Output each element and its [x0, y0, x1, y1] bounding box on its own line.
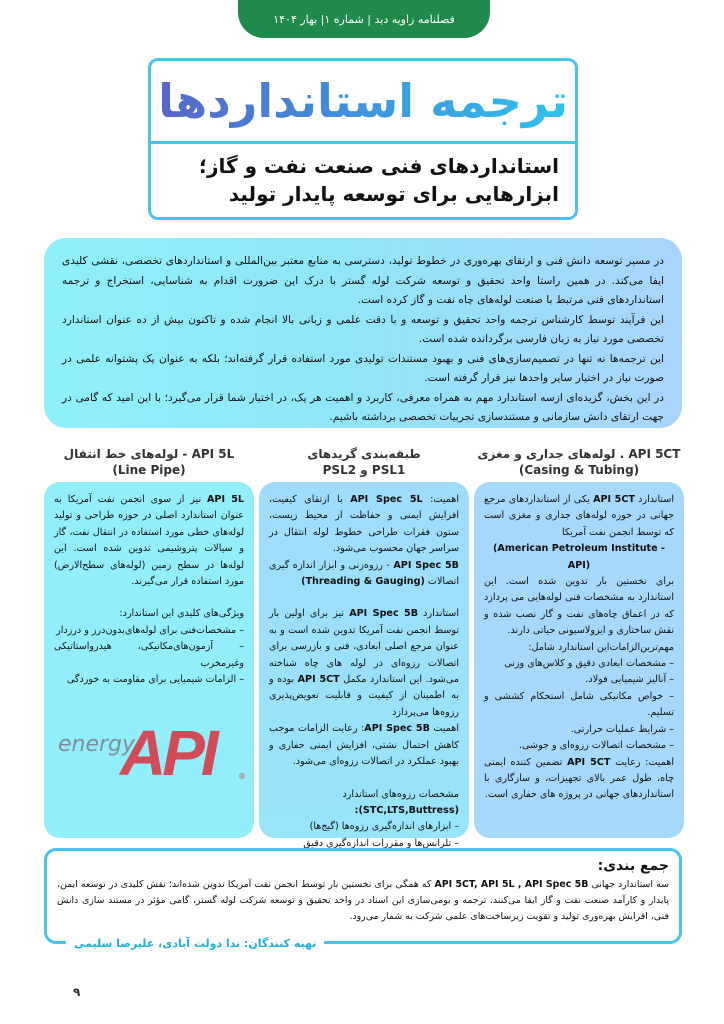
text: برای نخستین بار تدوین شده است. این استاندارد به مشخصات فنی لوله‌هایی می پردازد که در اعماق چاه‌های نفت و گاز نصب شده و نقش ساختاری و ایزولاسیونی حیاتی دارند.	[484, 576, 674, 637]
organization-name: (American Petroleum Institute - API)	[493, 543, 665, 571]
spacer	[269, 590, 459, 606]
importance-paragraph	[484, 755, 674, 804]
text: : رعایت الزامات موجب کاهش احتمال نشتی، افزایش ایمنی حفاری و بهبود عملکرد در اتصالات رزوه‌ای می‌شود.	[269, 723, 459, 768]
standard-code: API 5L	[207, 494, 244, 505]
standard-code: API 5CT	[593, 494, 635, 505]
feature-item: – آزمون‌های‌مکانیکی، هیدرواستاتیکی وغیرمخرب	[54, 641, 244, 669]
requirements-title: مهم‌ترین‌الزامات‌این استاندارد شامل:	[528, 641, 674, 653]
intro-paragraph: این ترجمه‌ها نه تنها در تصمیم‌سازی‌های فنی و بهبود مستندات تولیدی مورد استفاده قرار گرفته‌اند؛ بلکه به عنوان یک پشتوانه علمی در صورت نیاز در اختیار سایر واحدها نیز قرار گرفته است.	[62, 352, 664, 384]
column-title-line: (Line Pipe)	[112, 463, 186, 477]
summary-title: جمع بندی:	[597, 858, 669, 874]
text: نیز از سوی انجمن نفت آمریکا به عنوان استاندارد اصلی در حوزه طراحی و تولید لوله‌های خطی مورد استفاده در انتقال نفت، گاز و سیالات پتروشیمی تدوین شده است. این لوله‌ها در سطح زمین (لوله‌های سطح‌الارض) مورد استفاده قرار می‌گیرند.	[54, 494, 244, 588]
card-paragraph	[269, 492, 459, 558]
feature-item: – مشخصات‌فنی برای لوله‌های‌بدون‌درز و درزدار	[56, 624, 244, 636]
page-number: ۹	[73, 985, 81, 999]
card-paragraph	[54, 492, 244, 590]
spec-item: – ابزارهای اندازه‌گیری رزوه‌ها (گیج‌ها)	[309, 821, 459, 833]
api-energy-logo	[52, 717, 248, 790]
text: اهمیت	[429, 723, 460, 735]
summary-box	[44, 848, 682, 944]
column-card-psl	[259, 482, 469, 849]
column-title-api-5l	[44, 446, 254, 478]
text: استاندارد	[418, 608, 459, 620]
magazine-issue-label: فصلنامه زاویه دید | شماره ۱| بهار ۱۴۰۴	[273, 12, 455, 26]
spacer	[54, 590, 244, 606]
column-title-line: API 5L - لوله‌های خط انتقال	[63, 447, 235, 461]
feature-item: – الزامات شیمیایی برای مقاومت به خوردگی	[66, 674, 244, 686]
card-paragraph	[269, 558, 459, 591]
text: اهمیت: رعایت	[610, 756, 674, 768]
intro-paragraph: این فرآیند توسط کارشناس ترجمه واحد تحقیق و توسعه و با دقت علمی و زبانی بالا انجام شده و تاکنون بیش از ده عنوان استاندارد تخصصی مورد نیاز به زبان فارسی برگردانده شده است.	[62, 313, 664, 345]
spec-title: مشخصات رزوه‌های استاندارد	[342, 788, 459, 800]
standard-code: API 5CT	[297, 674, 340, 686]
intro-box	[44, 238, 682, 428]
magazine-header-tab	[238, 0, 490, 38]
column-title-api-5ct	[474, 446, 684, 478]
subtitle-line-1: استانداردهای فنی صنعت نفت و گاز؛	[198, 154, 559, 178]
column-title-psl	[259, 446, 469, 478]
card-paragraph	[269, 606, 459, 721]
intro-paragraph: در مسیر توسعه دانش فنی و ارتقای بهره‌وری در خطوط تولید، دسترسی به منابع معتبر بین‌المللی و استانداردهای تخصصی، نقشی کلیدی ایفا می‌کند. در همین راستا واحد تحقیق و توسعه شرکت لوله گستر با درک این ضرورت اقدام به شناسایی، استخراج و ترجمه استانداردهای فنی مرتبط با صنعت لوله‌های چاه نفت و گاز کرده است.	[62, 255, 664, 306]
requirement-item: – مشخصات اتصالات رزوه‌ای و جوشی.	[519, 740, 674, 752]
standard-code: API 5CT	[567, 756, 611, 768]
spec-english: (STC,LTS,Buttress):	[354, 804, 459, 816]
text: اهمیت:	[422, 494, 459, 505]
intro-paragraph: در این بخش، گزیده‌ای ازسه استاندارد مهم به همراه معرفی، کاربرد و اهمیت هر یک، در اختیار شما قرار می‌گیرد؛ با این امید که گامی در جهت ارتقای دانش سازمانی و مستندسازی تجربیات تخصصی برداشته باشیم.	[62, 391, 664, 423]
column-title-line: (Casing & Tubing)	[518, 463, 640, 477]
text: نیز برای اولین بار توسط انجمن نفت آمریکا تدوین شده است و به عنوان مرجع اصلی ابعادی، فنی و بازرسی برای اتصالات رزوه‌ای در لوله های چاه شناخته می‌شود. این استاندارد مکمل	[269, 608, 459, 686]
standard-codes: API 5CT, API 5L , API Spec 5B	[434, 879, 589, 890]
spec-item: – تلرانس‌ها و مقررات اندازه‌گیری دقیق	[303, 837, 459, 849]
english-term: (Threading & Gauging)	[301, 576, 425, 588]
column-card-api-5ct	[474, 482, 684, 838]
subtitle-line-2: ابزارهایی برای توسعه پایدار تولید	[228, 182, 559, 206]
page-title: ترجمه استانداردها	[151, 61, 575, 141]
card-paragraph	[269, 721, 459, 770]
text: با ارتقای کیفیت، افزایش ایمنی و حفاظت از محیط زیست، ستون فقرات طراحی خطوط لوله انتقال در سراسر جهان محسوب می‌شود.	[269, 494, 459, 555]
standard-code: API Spec 5L	[350, 494, 423, 505]
card-paragraph	[484, 492, 674, 640]
page-subtitle	[151, 144, 575, 208]
column-title-line: طبقه‌بندی گریدهای	[307, 447, 421, 461]
requirement-item: – آنالیز شیمیایی فولاد.	[585, 674, 674, 686]
text: یکی از استانداردهای مرجع جهانی در حوزه لوله‌های جداری و مغزی است که توسط انجمن نفت آمریکا	[484, 494, 674, 538]
features-title: ویژگی‌های کلیدی این استاندارد:	[119, 608, 244, 620]
requirement-item: – شرایط عملیات حرارتی.	[570, 723, 674, 735]
column-title-line: API 5CT . لوله‌های جداری و مغزی	[477, 447, 681, 461]
standard-code: API Spec 5B	[393, 559, 459, 571]
spacer	[269, 771, 459, 787]
text: که همگی برای نخستین بار توسط انجمن نفت آمریکا تدوین شده‌اند؛ نقش کلیدی در توسعه ایمن، پایدار و کارآمد صنعت نفت و گاز ایفا می‌کنند. ترجمه و بومی‌سازی این اسناد در واحد تحقیق و توسعه شرکت لوله گستر، گامی مؤثر در مستند سازی دانش فنی، افزایش بهره‌وری تولید و تقویت زیرساخت‌های علمی شرکت به شمار می‌رود.	[57, 879, 669, 922]
text: تضمین کننده ایمنی چاه، طول عمر بالای تجهیزات، و سازگاری با استانداردهای جهانی در پروژه های حفاری است.	[484, 756, 674, 801]
standard-code: API Spec 5B	[349, 608, 419, 620]
column-title-line: PSL1 و PSL2	[322, 463, 406, 477]
summary-text	[57, 877, 669, 925]
logo-api-text: API	[120, 717, 215, 789]
text: - رزوه‌زنی و ابزار اندازه گیری اتصالات	[269, 559, 459, 588]
text: استاندارد	[634, 494, 674, 505]
text: بوده و به اطمینان از کیفیت و قابلیت تعویض‌پذیری رزوه‌ها می‌پردازد	[269, 674, 459, 718]
requirement-item: – خواص مکانیکی شامل استحکام کششی و تسلیم.	[484, 690, 674, 719]
standard-code: API Spec 5B	[364, 723, 430, 735]
logo-energy-text: energy	[58, 732, 136, 757]
text: سه استاندارد جهانی	[588, 879, 670, 890]
registered-mark-icon: ®	[238, 772, 246, 781]
requirement-item: – مشخصات ابعادی دقیق و کلاس‌های وزنی	[504, 658, 674, 670]
credits: تهیه کنندگان: ندا دولت آبادی، علیرضا سلیمی	[66, 937, 324, 950]
title-box	[148, 58, 578, 220]
